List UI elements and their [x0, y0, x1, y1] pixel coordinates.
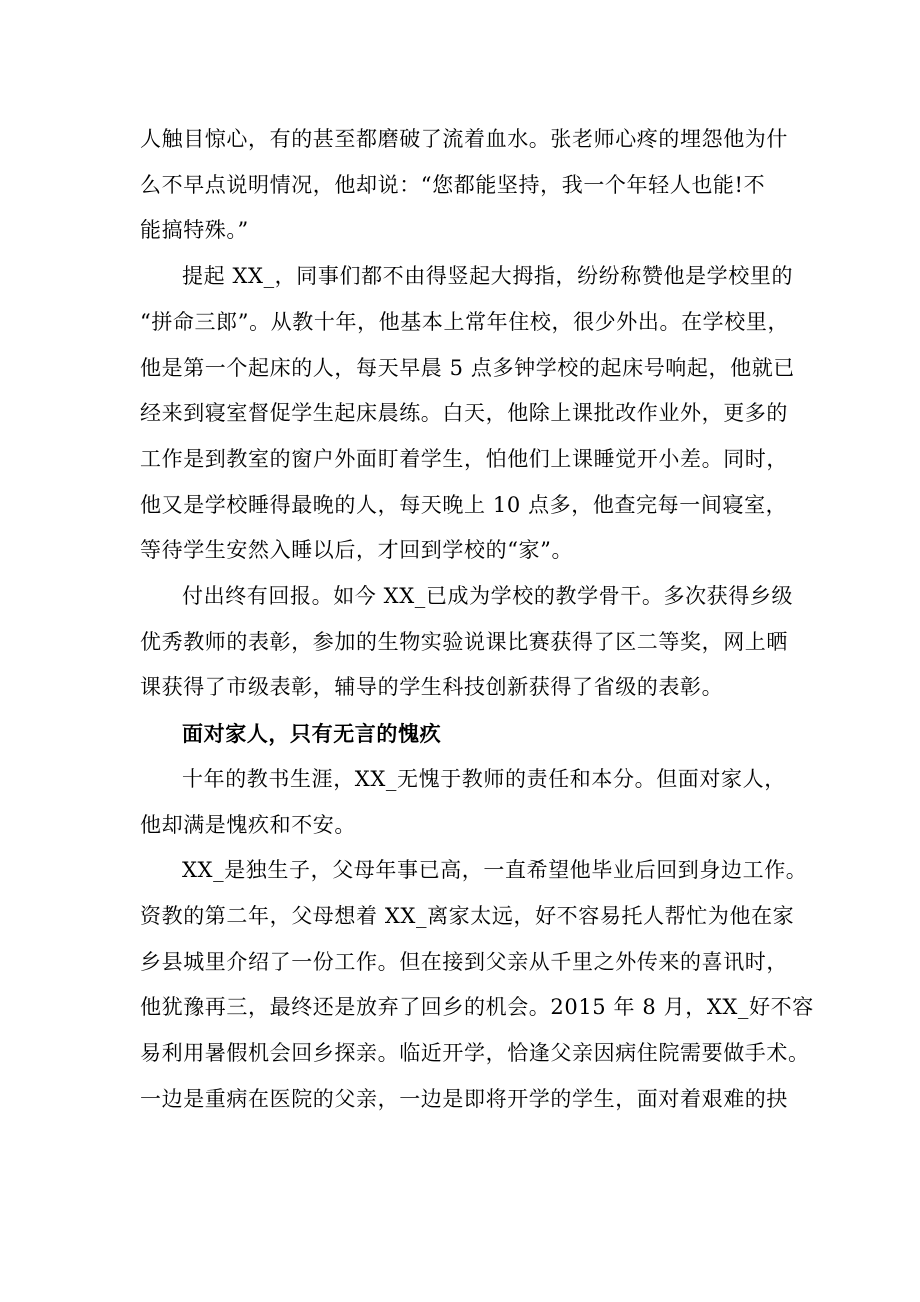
text-line: 资教的第二年，父母想着 XX_离家太远，好不容易托人帮忙为他在家 — [140, 903, 795, 928]
text-line: 乡县城里介绍了一份工作。但在接到父亲从千里之外传来的喜讯时， — [140, 949, 788, 974]
text-line: “拼命三郎”。从教十年，他基本上常年住校，很少外出。在学校里， — [140, 309, 790, 334]
paragraph-2 — [140, 254, 795, 574]
paragraph-1 — [140, 117, 788, 254]
text-line: 易利用暑假机会回乡探亲。临近开学，恰逢父亲因病住院需要做手术。 — [140, 1041, 810, 1066]
document-page — [140, 117, 814, 1122]
text-line: 课获得了市级表彰，辅导的学生科技创新获得了省级的表彰。 — [140, 675, 724, 700]
text-line: 他却满是愧疚和不安。 — [140, 812, 356, 837]
text-line: 十年的教书生涯，XX_无愧于教师的责任和本分。但面对家人， — [182, 766, 786, 791]
paragraph-5 — [140, 848, 814, 1122]
paragraph-4 — [140, 757, 786, 848]
text-line: 能搞特殊。” — [140, 218, 249, 243]
text-line: 付出终有回报。如今 XX_已成为学校的教学骨干。多次获得乡级 — [182, 584, 794, 609]
text-line: 么不早点说明情况，他却说：“您都能坚持，我一个年轻人也能!不 — [140, 172, 766, 197]
paragraph-3 — [140, 574, 794, 711]
text-line: 人触目惊心，有的甚至都磨破了流着血水。张老师心疼的埋怨他为什 — [140, 127, 788, 151]
text-line: 一边是重病在医院的父亲，一边是即将开学的学生，面对着艰难的抉 — [140, 1086, 788, 1111]
text-line: 优秀教师的表彰，参加的生物实验说课比赛获得了区二等奖，网上晒 — [140, 629, 788, 654]
text-line: 工作是到教室的窗户外面盯着学生，怕他们上课睡觉开小差。同时， — [140, 446, 788, 471]
text-line: 他又是学校睡得最晚的人，每天晚上 10 点多，他查完每一间寝室， — [140, 492, 788, 517]
text-line: 他是第一个起床的人，每天早晨 5 点多钟学校的起床号响起，他就已 — [140, 355, 795, 380]
text-line: 提起 XX_，同事们都不由得竖起大拇指，纷纷称赞他是学校里的 — [182, 264, 794, 289]
text-line: 经来到寝室督促学生起床晨练。白天，他除上课批改作业外，更多的 — [140, 401, 788, 426]
text-line: 他犹豫再三，最终还是放弃了回乡的机会。2015 年 8 月，XX_好不容 — [140, 995, 814, 1020]
text-line: 等待学生安然入睡以后，才回到学校的“家”。 — [140, 538, 574, 563]
text-line: XX_是独生子，父母年事已高，一直希望他毕业后回到身边工作。 — [182, 858, 808, 883]
section-heading: 面对家人，只有无言的愧疚 — [182, 721, 442, 747]
